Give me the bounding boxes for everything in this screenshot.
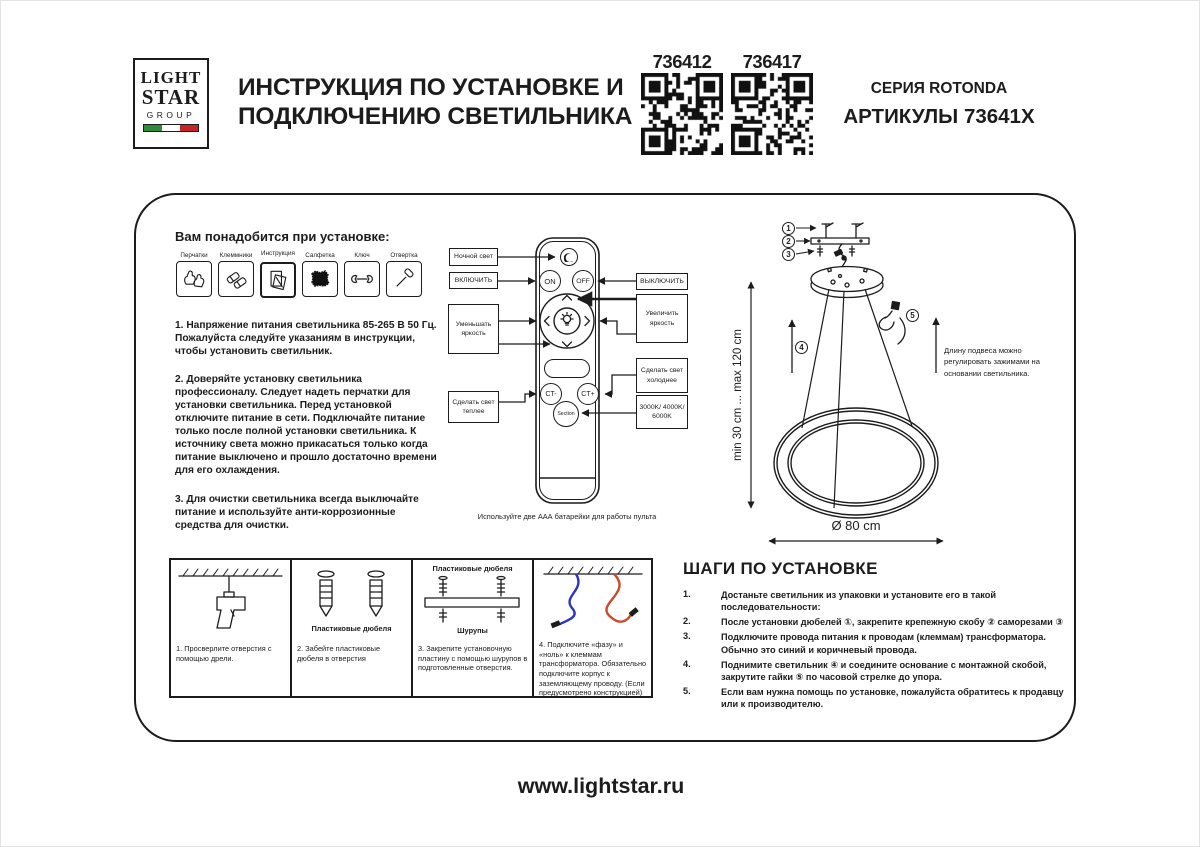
tool-wrench: [343, 252, 381, 307]
logo-word-star: STAR: [141, 85, 201, 109]
tool-instruction: [259, 252, 297, 307]
steps-heading: ШАГИ ПО УСТАНОВКЕ: [683, 559, 878, 578]
night-light-button: [560, 248, 578, 266]
articles-number: АРТИКУЛЫ 73641X: [843, 105, 1035, 128]
tool-screwdriver-label: Отвертка: [390, 252, 418, 259]
ct-minus-button: CT-: [540, 383, 562, 405]
blue-wire-lug: [551, 620, 561, 628]
label-increase-brightness: Увеличить яркость: [636, 294, 688, 343]
callout-4: 4: [795, 341, 808, 354]
qr-label-736412: 736412: [652, 51, 712, 72]
suspension-cables: [802, 289, 912, 508]
qr-code-right: [731, 73, 813, 155]
step-item-3: [683, 631, 1083, 655]
step-1-text: Достаньте светильник из упаковки и установите его в такой последовательности:: [721, 590, 997, 613]
panel-step-1: [171, 560, 292, 696]
note-voltage: 1. Напряжение питания светильника 85-265 В 50 Гц. Пожалуйста следуйте указаниям в инструкции, чтобы установить светильник.: [175, 320, 437, 357]
callout-3: 3: [782, 248, 795, 261]
tool-terminals-label: Клеммники: [219, 252, 253, 259]
label-warmer-light: Сделать свет теплее: [448, 391, 499, 423]
requirements-heading: Вам понадобится при установке:: [175, 229, 390, 244]
document-title: [238, 73, 638, 132]
qr-code-left: [641, 73, 723, 155]
canopy: [811, 267, 883, 298]
step-item-4: [683, 659, 1083, 683]
wires-illustration: [534, 562, 651, 642]
tool-instruction-label: Инструкция: [261, 250, 295, 257]
panel-step-4: [534, 560, 651, 696]
height-dimension-label: min 30 cm ... max 120 cm: [732, 329, 744, 461]
panel-2-label: Пластиковые дюбеля: [311, 624, 392, 633]
label-dim-brightness: Уменьшать яркость: [448, 304, 499, 354]
qr-label-736417: 736417: [742, 51, 802, 72]
step-5-text: Если вам нужна помощь по установке, пожалуйста обратитесь к продавцу или к производителю.: [721, 686, 1064, 710]
panel-step-3: [413, 560, 534, 696]
step-3-text: Подключите провода питания к проводам (клеммам) трансформатора. Обычно это синий и коричневый провода.: [721, 632, 1046, 655]
step-3-number: 3.: [683, 631, 691, 642]
red-wire: [606, 574, 631, 622]
dowels-illustration: [292, 566, 411, 622]
step-2-text: После установки дюбелей ①, закрепите крепежную скобу ② саморезами ③: [721, 617, 1064, 628]
napkin-icon: [302, 261, 338, 297]
italian-flag-bar: [143, 124, 199, 132]
note-safety: 2. Доверяйте установку светильника профессионалу. Следует надеть перчатки для установки светильника. Перед установкой отключите питание в сети. Подключайте питание только после полной установки светильника. К источнику света можно прикасаться только когда питание выключено и прошло достаточно времени для его охлаждения.: [175, 373, 437, 476]
callout-2: 2: [782, 235, 795, 248]
step-item-1: [683, 589, 1083, 613]
callout-1: 1: [782, 222, 795, 235]
step-item-5: [683, 686, 1083, 710]
label-turn-on: ВКЛЮЧИТЬ: [449, 272, 498, 289]
wrench-icon: [344, 261, 380, 297]
callout-5: 5: [906, 309, 919, 322]
lightstar-logo: [133, 58, 209, 149]
tool-terminals: [217, 252, 255, 307]
panel-step-2: [292, 560, 413, 696]
note-cleaning: 3. Для очистки светильника всегда выключайте питание и используйте анти-коррозионные средства для очистки.: [175, 494, 419, 532]
suspension-note: Длину подвеса можно регулировать зажимами на основании светильника.: [944, 346, 1040, 378]
title-line-2: ПОДКЛЮЧЕНИЮ СВЕТИЛЬНИКА: [238, 103, 633, 131]
label-kelvin-values: 3000K/ 4000K/ 6000K: [636, 395, 688, 429]
panel-4-caption: 4. Подключите «фазу» и «ноль» к клеммам трансформатора. Обязательно подключите корпус к заземляющему проводу. (Если предусмотрено конструкцией): [539, 640, 647, 698]
lamp-diagram-lineart: [716, 196, 1061, 551]
step-4-text: Поднимите светильник ④ и соедините основание с монтажной скобой, закрутите гайки ⑤ по часовой стрелке до упора.: [721, 659, 1047, 682]
tool-gloves: [175, 252, 213, 307]
tool-napkin-label: Салфетка: [305, 252, 335, 259]
moon-icon: [564, 252, 574, 262]
title-line-1: ИНСТРУКЦИЯ ПО УСТАНОВКЕ И: [238, 74, 624, 101]
off-button: OFF: [572, 270, 594, 292]
panel-3-label-bottom: Шурупы: [457, 626, 488, 635]
tool-wrench-label: Ключ: [354, 252, 370, 259]
blank-pill-button: [544, 359, 590, 378]
installation-steps: [683, 559, 1083, 713]
plate-illustration: [413, 574, 532, 626]
logo-word-group: GROUP: [146, 110, 196, 121]
panel-1-caption: 1. Просверлите отверстия с помощью дрели.: [176, 644, 272, 663]
power-wire: [834, 244, 846, 267]
battery-caption: Используйте две ААА батарейки для работы пульта: [477, 512, 657, 521]
logo-word-light: LIGHT: [140, 68, 202, 87]
hand-sketch: [879, 302, 905, 344]
gloves-icon: [176, 261, 212, 297]
installation-panels: [169, 558, 653, 698]
blue-wire: [560, 574, 578, 624]
step-1-number: 1.: [683, 589, 691, 599]
tools-row: [175, 252, 437, 307]
instruction-icon: [260, 262, 296, 298]
tool-gloves-label: Перчатки: [180, 252, 208, 259]
diameter-dimension-label: Ø 80 cm: [831, 518, 881, 533]
step-2-number: 2.: [683, 616, 691, 627]
panel-3-label-top: Пластиковые дюбеля: [432, 564, 513, 573]
requirements-column: [175, 229, 437, 533]
on-button: ON: [539, 270, 561, 292]
terminals-icon: [218, 261, 254, 297]
step-4-number: 4.: [683, 658, 691, 669]
tool-napkin: [301, 252, 339, 307]
panel-3-caption: 3. Закрепите установочную пластину с помощью шурупов в подготовленные отверстия.: [418, 644, 528, 673]
panel-2-caption: 2. Забейте пластиковые дюбеля в отверстия: [297, 644, 381, 663]
tool-screwdriver: [385, 252, 423, 307]
led-ring: [774, 408, 938, 518]
series-name: СЕРИЯ ROTONDA: [870, 80, 1008, 97]
ct-plus-button: CT+: [577, 383, 599, 405]
step-item-2: [683, 616, 1083, 628]
label-night-light: Ночной свет: [449, 248, 498, 266]
label-turn-off: ВЫКЛЮЧИТЬ: [636, 273, 688, 290]
website-url: www.lightstar.ru: [517, 774, 685, 798]
step-5-number: 5.: [683, 685, 691, 696]
section-button: Section: [553, 401, 579, 427]
drill-illustration: [171, 562, 290, 642]
screwdriver-icon: [386, 261, 422, 297]
label-colder-light: Сделать свет холоднее: [636, 358, 688, 393]
